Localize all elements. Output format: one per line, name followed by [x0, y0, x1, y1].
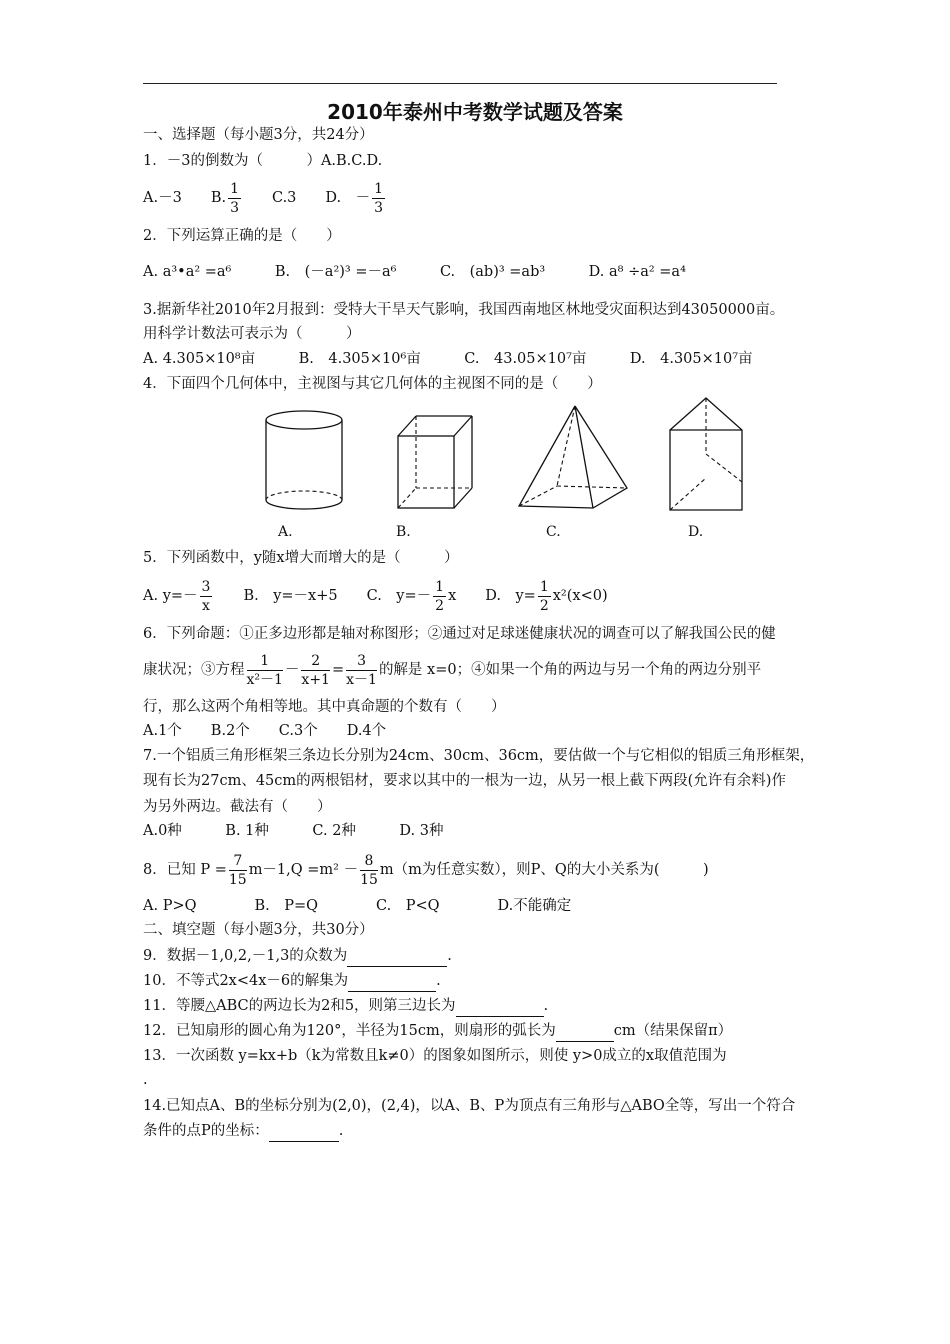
- figure-label-a: A.: [278, 524, 293, 540]
- q4-stem: 4．下面四个几何体中，主视图与其它几何体的主视图不同的是（ ）: [143, 376, 602, 392]
- q11: 11．等腰△ABC的两边长为2和5，则第三边长为 .: [143, 996, 548, 1017]
- q6-options: A.1个 B.2个 C.3个 D.4个: [143, 723, 387, 739]
- section-fill-heading: 二、填空题（每小题3分，共30分）: [143, 922, 374, 938]
- q8-stem: 8．已知 P = $\frac{7}{15}$ m－1,Q =m² － $\frac{8}{15}$ m（m为任意实数），则P、Q的大小关系为( ): [143, 852, 709, 888]
- cylinder-figure: [258, 408, 350, 518]
- q5-stem: 5．下列函数中，y随x增大而增大的是（ ）: [143, 550, 459, 566]
- q7-line2: 现有长为27cm、45cm的两根铝材，要求以其中的一根为一边，从另一根上截下两段(允许有余料)作: [143, 773, 786, 789]
- q5-options: A. y=－ $\frac{3}{x}$ B. y=－x+5 C. y=－ $\frac{1}{2}$ x D. y= $\frac{1}{2}$ x²(x<0): [143, 578, 608, 614]
- q3-stem-line1: 3.据新华社2010年2月报到：受特大干旱天气影响，我国西南地区林地受灾面积达到43050000亩。: [143, 302, 785, 318]
- prism-figure: [664, 394, 748, 516]
- header-rule: [143, 83, 777, 84]
- q8-options: A. P>Q B. P=Q C. P<Q D.不能确定: [143, 898, 572, 914]
- q7-line1: 7.一个铝质三角形框架三条边长分别为24cm、30cm、36cm，要估做一个与它相似的铝质三角形框架，: [143, 748, 815, 764]
- figure-label-d: D.: [688, 524, 704, 540]
- q14-line1: 14.已知点A、B的坐标分别为(2,0)，(2,4)，以A、B、P为顶点有三角形与△ABO全等，写出一个符合: [143, 1098, 796, 1114]
- q10: 10．不等式2x<4x－6的解集为 .: [143, 971, 441, 992]
- q7-options: A.0种 B. 1种 C. 2种 D. 3种: [143, 823, 444, 839]
- q14-line2: 条件的点P的坐标： .: [143, 1121, 343, 1142]
- figure-label-b: B.: [396, 524, 411, 540]
- q3-stem-line2: 用科学计数法可表示为（ ）: [143, 326, 361, 342]
- q13: 13．一次函数 y=kx+b（k为常数且k≠0）的图象如图所示，则使 y>0成立的x取值范围为: [143, 1048, 727, 1064]
- q6-line3: 行，那么这两个角相等地。其中真命题的个数有（ ）: [143, 699, 506, 715]
- q6-line2: 康状况；③方程 $\frac{1}{\text{x²－1}}$ － $\frac{2}{x+1}$ = $\frac{3}{x-1}$ 的解是 x=0；④如果一个角的两边与另一个角的两边分别平: [143, 652, 762, 688]
- q7-line3: 为另外两边。截法有（ ）: [143, 799, 332, 815]
- section-choice-heading: 一、选择题（每小题3分，共24分）: [143, 127, 374, 143]
- q1-stem: 1．－3的倒数为（ ）A.B.C.D.: [143, 153, 383, 169]
- q6-line1: 6．下列命题：①正多边形都是轴对称图形；②通过对足球迷健康状况的调查可以了解我国公民的健: [143, 626, 776, 642]
- q9: 9．数据－1,0,2,－1,3的众数为 .: [143, 946, 452, 967]
- q1-options: A.－3 B. $\frac{1}{3}$ C.3 D. － $\frac{1}{3}$: [143, 180, 384, 216]
- q3-options: A. 4.305×10⁸亩 B. 4.305×10⁶亩 C. 43.05×10⁷亩 D. 4.305×10⁷亩: [143, 351, 753, 367]
- figure-label-c: C.: [546, 524, 561, 540]
- q13-end: .: [143, 1072, 148, 1088]
- page-title: 2010年泰州中考数学试题及答案: [327, 100, 623, 124]
- q12: 12．已知扇形的圆心角为120°，半径为15cm，则扇形的弧长为 cm（结果保留π）: [143, 1021, 732, 1042]
- pyramid-figure: [515, 400, 635, 516]
- q2-stem: 2．下列运算正确的是（ ）: [143, 228, 341, 244]
- cube-figure: [392, 408, 482, 518]
- q2-options: A. a³•a² =a⁶ B. (－a²)³ =－a⁶ C. (ab)³ =ab³ D. a⁸ ÷a² =a⁴: [143, 264, 686, 280]
